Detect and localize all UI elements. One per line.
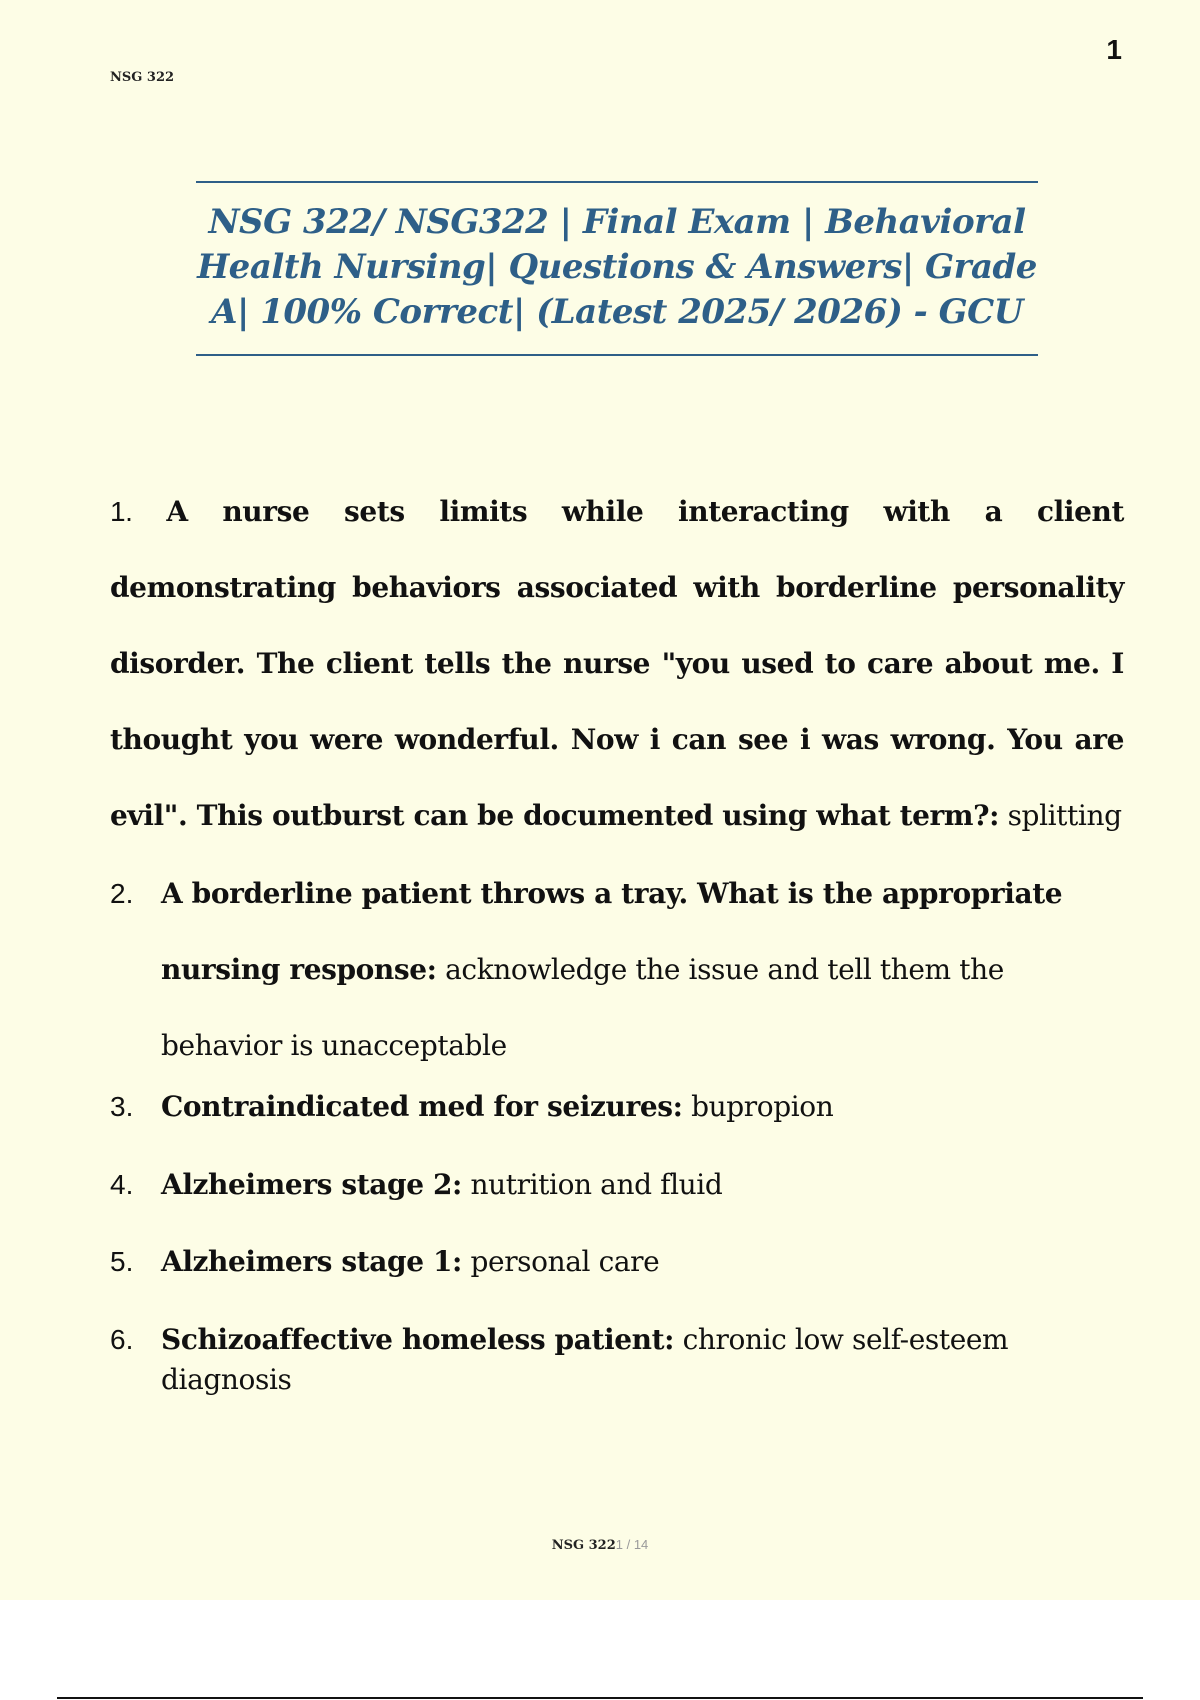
title-line: NSG 322/ NSG322 | Final Exam | Behavioral <box>208 202 1026 242</box>
answer-text: personal care <box>470 1245 660 1278</box>
question-item-5 <box>161 1242 1121 1282</box>
question-text: Contraindicated med for seizures: <box>161 1090 683 1123</box>
bottom-divider <box>57 1697 1143 1699</box>
question-text: A borderline patient throws a tray. What is the appropriate nursing response: <box>161 877 1063 986</box>
question-text: Alzheimers stage 1: <box>161 1245 462 1278</box>
question-number: 2. <box>110 878 134 909</box>
question-number: 4. <box>110 1169 134 1200</box>
question-item-4 <box>161 1165 1121 1205</box>
answer-text: bupropion <box>691 1090 834 1123</box>
question-text: Schizoaffective homeless patient: <box>161 1323 675 1356</box>
question-number: 6. <box>110 1324 134 1355</box>
document-title <box>196 200 1038 335</box>
question-number: 5. <box>110 1246 134 1277</box>
answer-text: splitting <box>1007 799 1122 832</box>
question-text: A nurse sets limits while interacting with a client demonstrating behaviors associated with borderline personality disorder. The client tells the nurse "you used to care about me. I thought you were wonderful. Now i can see i was wrong. You are evil". This outburst can be documented using what term?: <box>110 495 1124 832</box>
answer-text: nutrition and fluid <box>470 1168 723 1201</box>
running-header: NSG 322 <box>110 70 175 85</box>
answer-text: chronic low self-esteem diagnosis <box>161 1323 1009 1396</box>
page-number: 1 <box>1106 34 1122 65</box>
question-item-2 <box>161 856 1121 1084</box>
title-line: Health Nursing| Questions & Answers| Grade <box>197 247 1037 287</box>
question-item-1 <box>110 474 1124 854</box>
question-item-3 <box>161 1087 1121 1127</box>
question-number: 1. <box>110 496 133 527</box>
title-block <box>196 181 1038 356</box>
question-text: Alzheimers stage 2: <box>161 1168 462 1201</box>
footer-course-code: NSG 322 <box>551 1538 616 1553</box>
question-number: 3. <box>110 1091 134 1122</box>
question-item-6 <box>161 1320 1121 1400</box>
title-line: A| 100% Correct| (Latest 2025/ 2026) - GCU <box>211 292 1023 332</box>
footer-page-indicator: 1 / 14 <box>615 1537 649 1552</box>
page-footer <box>0 1537 1200 1553</box>
answer-text: acknowledge the issue and tell them the behavior is unacceptable <box>161 953 1004 1062</box>
